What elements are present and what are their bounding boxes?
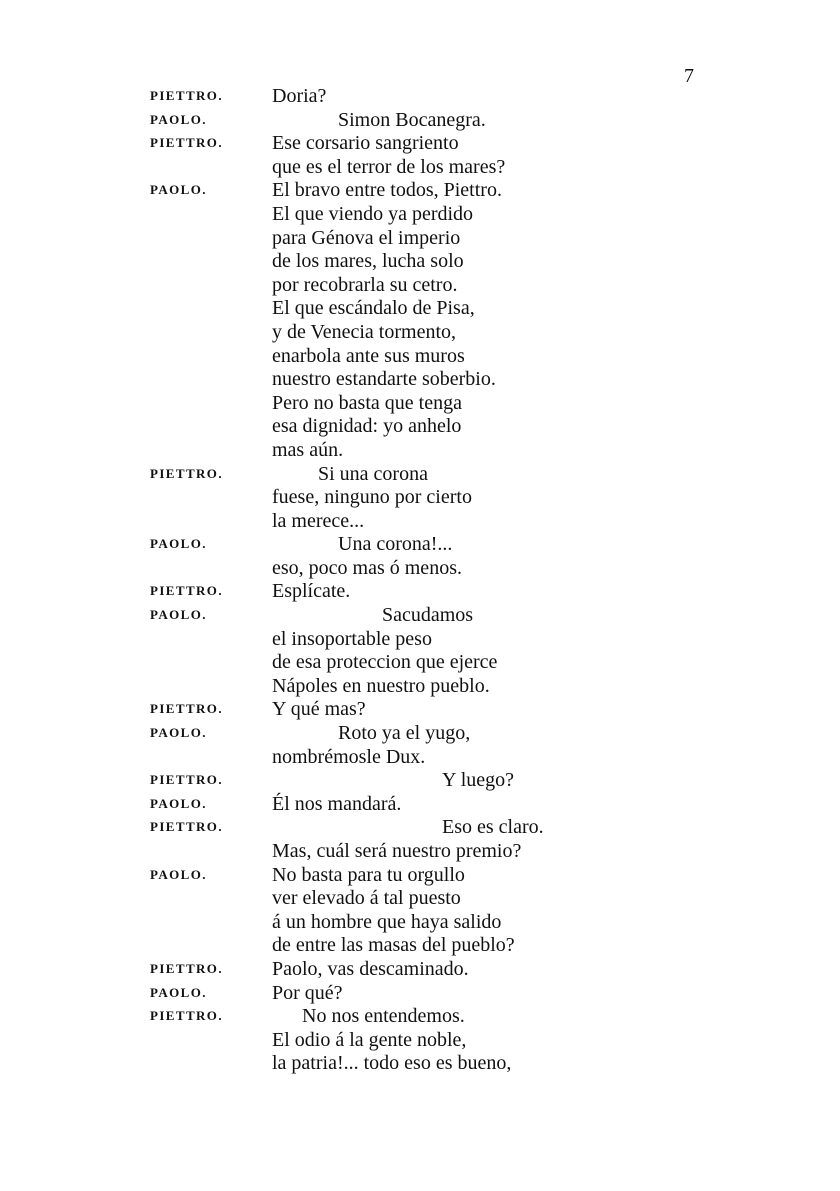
dialogue-line [0, 439, 840, 463]
verse-text: El bravo entre todos, Piettro. [272, 179, 502, 202]
dialogue-line [0, 203, 840, 227]
speaker-name: PIETTRO. [150, 135, 223, 151]
dialogue-line [0, 297, 840, 321]
verse-text: de entre las masas del pueblo? [272, 934, 515, 957]
dialogue-line [0, 651, 840, 675]
dialogue-line [0, 793, 840, 817]
speaker-name: PAOLO. [150, 795, 207, 811]
speaker-name: PIETTRO. [150, 960, 223, 976]
verse-text: Pero no basta que tenga [272, 391, 462, 414]
verse-text: Doria? [272, 85, 327, 107]
speaker-name: PAOLO. [150, 536, 207, 552]
speaker-name: PAOLO. [150, 607, 207, 623]
dialogue-line [0, 840, 840, 864]
verse-text: ver elevado á tal puesto [272, 887, 461, 910]
speaker-name: PIETTRO. [150, 583, 223, 599]
speaker-name: PAOLO. [150, 984, 207, 1000]
speaker-name: PAOLO. [150, 182, 207, 198]
speaker-name: PIETTRO. [150, 701, 223, 717]
dialogue-line [0, 392, 840, 416]
dialogue-line [0, 769, 840, 793]
verse-text: Y qué mas? [272, 698, 366, 721]
verse-text: de esa proteccion que ejerce [272, 651, 498, 674]
verse-text: Roto ya el yugo, [338, 722, 471, 745]
speaker-name: PIETTRO. [150, 819, 223, 835]
dialogue-line [0, 580, 840, 604]
verse-text: fuese, ninguno por cierto [272, 486, 472, 509]
dialogue-line [0, 1029, 840, 1053]
dialogue-line [0, 675, 840, 699]
verse-text: esa dignidad: yo anhelo [272, 415, 462, 438]
verse-text: Esplícate. [272, 580, 351, 603]
dialogue-line [0, 486, 840, 510]
speaker-name: PAOLO. [150, 725, 207, 741]
verse-text: El que escándalo de Pisa, [272, 297, 475, 320]
verse-text: El odio á la gente noble, [272, 1028, 467, 1051]
verse-text: Eso es claro. [442, 816, 544, 839]
verse-text: de los mares, lucha solo [272, 250, 464, 273]
speaker-name: PIETTRO. [150, 1008, 223, 1024]
verse-text: nuestro estandarte soberbio. [272, 368, 496, 391]
verse-text: la merece... [272, 509, 365, 532]
dialogue-line [0, 911, 840, 935]
dialogue-line [0, 722, 840, 746]
dialogue-line [0, 533, 840, 557]
dialogue-line [0, 887, 840, 911]
dialogue-text [0, 85, 840, 1076]
verse-text: Ese corsario sangriento [272, 132, 459, 155]
verse-text: la patria!... todo eso es bueno, [272, 1052, 512, 1075]
dialogue-line [0, 156, 840, 180]
dialogue-line [0, 368, 840, 392]
dialogue-line [0, 415, 840, 439]
speaker-name: PIETTRO. [150, 772, 223, 788]
verse-text: para Génova el imperio [272, 226, 461, 249]
verse-text: Nápoles en nuestro pueblo. [272, 674, 490, 697]
dialogue-line [0, 934, 840, 958]
dialogue-line [0, 698, 840, 722]
dialogue-line [0, 132, 840, 156]
verse-text: Sacudamos [382, 604, 474, 627]
dialogue-line [0, 557, 840, 581]
dialogue-line [0, 321, 840, 345]
verse-text: Si una corona [318, 462, 428, 485]
speaker-name: PAOLO. [150, 111, 207, 127]
dialogue-line [0, 274, 840, 298]
verse-text: Y luego? [442, 769, 515, 792]
dialogue-line [0, 958, 840, 982]
verse-text: que es el terror de los mares? [272, 155, 506, 178]
dialogue-line [0, 1005, 840, 1029]
dialogue-line [0, 982, 840, 1006]
dialogue-line [0, 746, 840, 770]
dialogue-line [0, 463, 840, 487]
dialogue-line [0, 179, 840, 203]
verse-text: No nos entendemos. [302, 1005, 465, 1028]
verse-text: eso, poco mas ó menos. [272, 556, 462, 579]
verse-text: Paolo, vas descaminado. [272, 957, 469, 980]
page-number: 7 [684, 65, 694, 87]
dialogue-line [0, 510, 840, 534]
verse-text: á un hombre que haya salido [272, 910, 502, 933]
dialogue-line [0, 85, 840, 109]
dialogue-line [0, 227, 840, 251]
dialogue-line [0, 345, 840, 369]
speaker-name: PIETTRO. [150, 88, 223, 103]
dialogue-line [0, 816, 840, 840]
verse-text: nombrémosle Dux. [272, 745, 426, 768]
dialogue-line [0, 250, 840, 274]
dialogue-line [0, 1052, 840, 1076]
speaker-name: PIETTRO. [150, 465, 223, 481]
dialogue-line [0, 864, 840, 888]
dialogue-line [0, 604, 840, 628]
verse-text: Simon Bocanegra. [338, 108, 486, 131]
verse-text: No basta para tu orgullo [272, 863, 465, 886]
speaker-name: PAOLO. [150, 866, 207, 882]
dialogue-line [0, 628, 840, 652]
verse-text: Mas, cuál será nuestro premio? [272, 840, 522, 862]
verse-text: enarbola ante sus muros [272, 344, 465, 367]
verse-text: mas aún. [272, 438, 344, 461]
verse-text: por recobrarla su cetro. [272, 273, 458, 296]
verse-text: Por qué? [272, 981, 343, 1004]
verse-text: Una corona!... [338, 533, 453, 556]
verse-text: El que viendo ya perdido [272, 202, 474, 225]
verse-text: Él nos mandará. [272, 792, 402, 815]
dialogue-line [0, 109, 840, 133]
verse-text: y de Venecia tormento, [272, 320, 457, 343]
verse-text: el insoportable peso [272, 627, 432, 650]
